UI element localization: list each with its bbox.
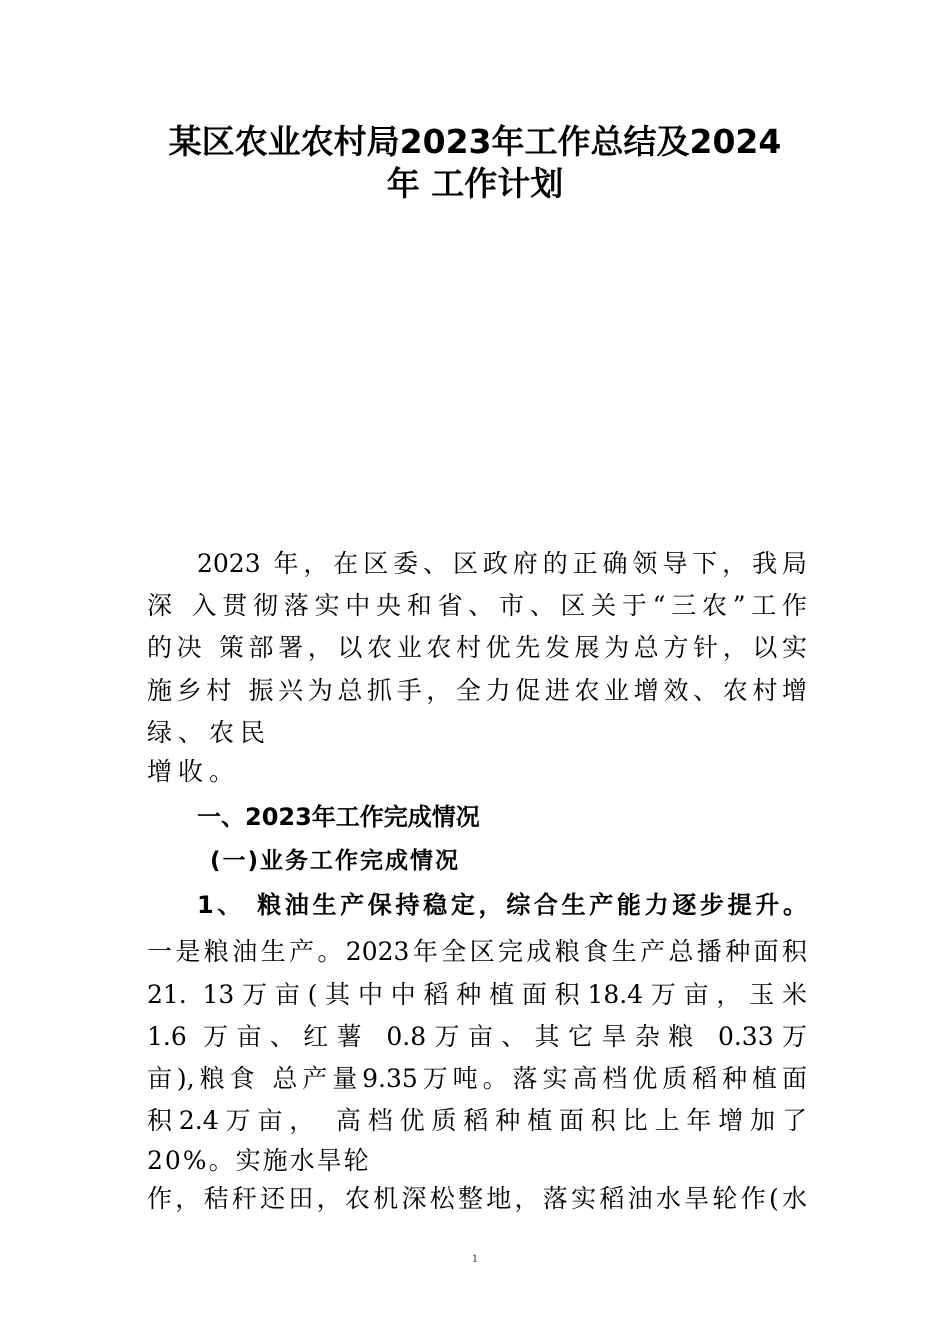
document-title-line-1: 某区农业农村局2023年工作总结及2024 — [168, 122, 782, 161]
body-line-4: 亩),粮食 总产量9.35万吨。落实高档优质稻种植面 — [147, 1064, 807, 1093]
body-line-5: 积2.4万亩， 高档优质稻种植面积比上年增加了 — [147, 1106, 807, 1135]
body-line-7: 作，秸秆还田，农机深松整地，落实稻油水旱轮作(水 — [147, 1184, 807, 1213]
document-title-line-2: 年 工作计划 — [386, 164, 564, 203]
intro-line-4: 施乡村 振兴为总抓手，全力促进农业增效、农村增 — [147, 676, 807, 705]
intro-line-3: 的决 策部署，以农业农村优先发展为总方针，以实 — [147, 633, 807, 662]
page-number: 1 — [471, 1254, 479, 1265]
intro-line-6: 增收。 — [147, 757, 241, 786]
body-line-6: 20%。实施水旱轮 — [147, 1146, 371, 1175]
intro-line-2: 深 入贯彻落实中央和省、市、区关于“三农”工作 — [147, 591, 807, 620]
section-heading-1: 一、2023年工作完成情况 — [197, 803, 480, 831]
intro-line-1: 2023 年，在区委、区政府的正确领导下，我局 — [197, 549, 807, 578]
item-heading-1: 1、 粮油生产保持稳定，综合生产能力逐步提升。 — [197, 891, 807, 919]
body-line-1: 一是粮油生产。2023年全区完成粮食生产总播种面积 — [147, 937, 807, 966]
intro-line-5: 绿、农民 — [147, 718, 272, 747]
body-line-2: 21. 13万亩(其中中稻种植面积18.4万亩，玉米 — [147, 980, 807, 1009]
body-line-3: 1.6 万亩、红薯 0.8万亩、其它旱杂粮 0.33万 — [147, 1022, 807, 1051]
subsection-heading-1: (一)业务工作完成情况 — [210, 848, 461, 874]
